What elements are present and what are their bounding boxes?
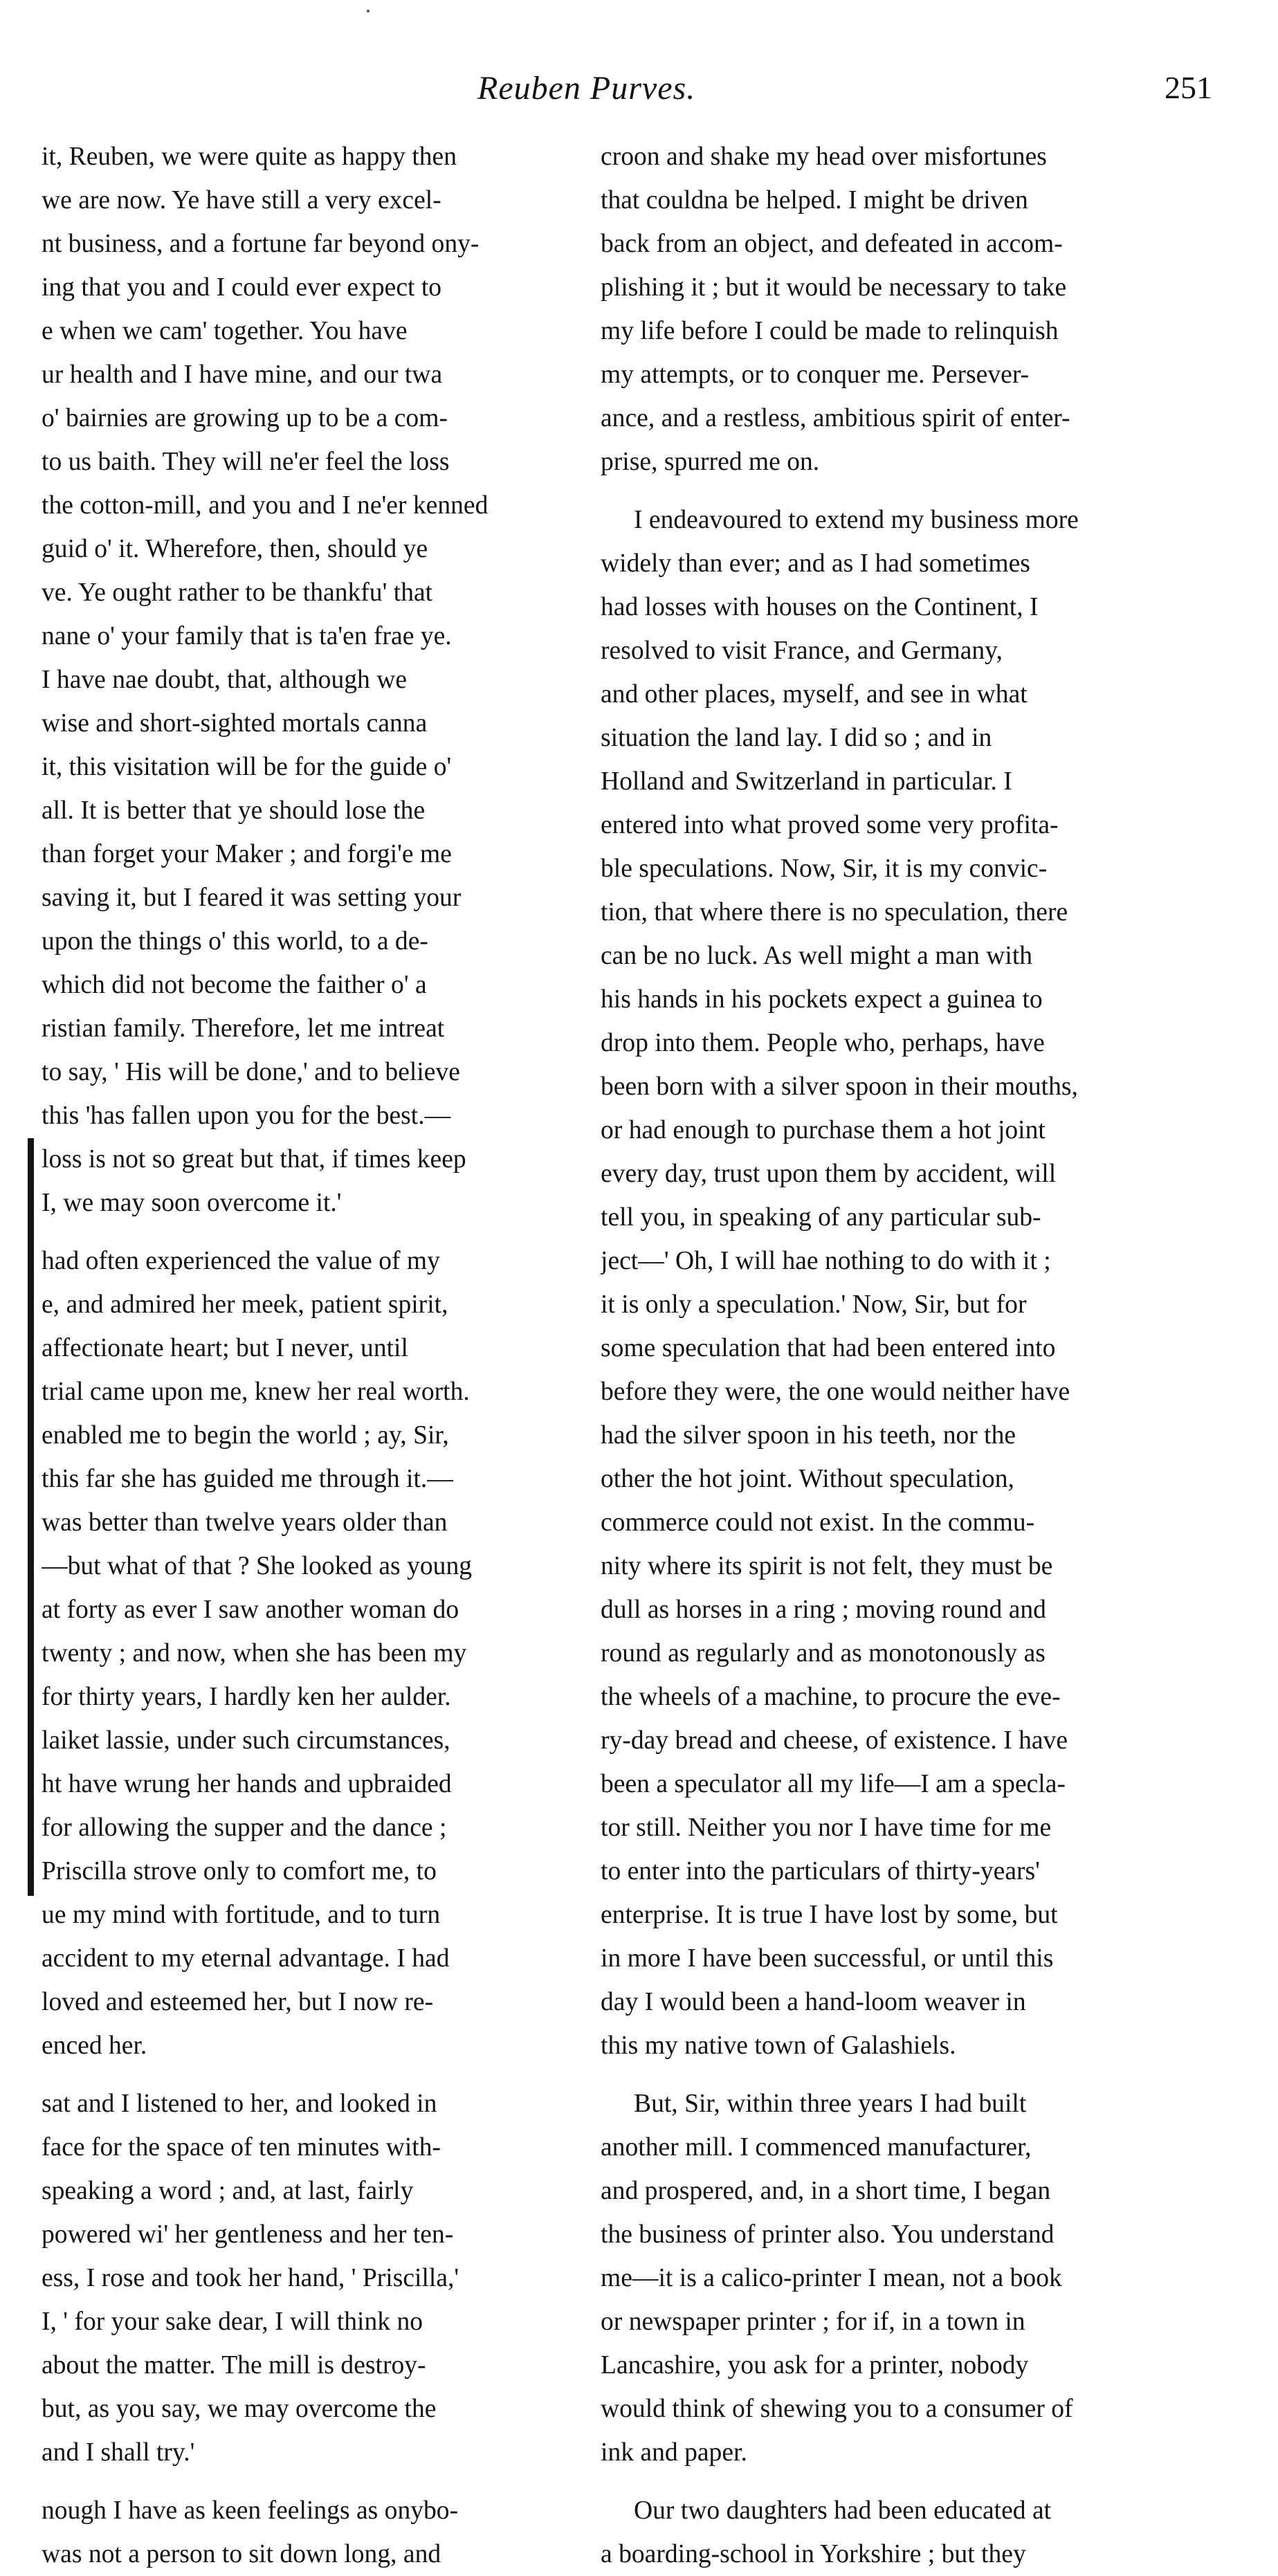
text-line: the cotton-mill, and you and I ne'er kenned bbox=[42, 491, 489, 520]
text-line: nane o' your family that is ta'en frae ye. bbox=[42, 622, 452, 650]
text-line: I, ' for your sake dear, I will think no bbox=[42, 2308, 423, 2336]
text-line: Lancashire, you ask for a printer, nobody bbox=[601, 2351, 1029, 2379]
text-line: this 'has fallen upon you for the best.— bbox=[42, 1102, 451, 1130]
text-line: trial came upon me, knew her real worth. bbox=[42, 1378, 470, 1406]
text-line: powered wi' her gentleness and her ten- bbox=[42, 2220, 454, 2249]
text-line: plishing it ; but it would be necessary to take bbox=[601, 273, 1067, 302]
text-line: enced her. bbox=[42, 2031, 147, 2060]
paragraph bbox=[601, 498, 1203, 2067]
right-column bbox=[601, 135, 1203, 2576]
text-line: it, this visitation will be for the guide o' bbox=[42, 753, 452, 781]
text-line: I, we may soon overcome it.' bbox=[42, 1189, 342, 1217]
text-line: loved and esteemed her, but I now re- bbox=[42, 1988, 434, 2016]
text-line: ess, I rose and took her hand, ' Priscilla,' bbox=[42, 2264, 459, 2292]
text-line: accident to my eternal advantage. I had bbox=[42, 1944, 450, 1973]
text-line: was not a person to sit down long, and bbox=[42, 2540, 441, 2568]
text-line: and other places, myself, and see in what bbox=[601, 680, 1028, 709]
text-line: back from an object, and defeated in accom- bbox=[601, 230, 1063, 258]
text-line: been a speculator all my life—I am a specla- bbox=[601, 1770, 1066, 1798]
text-line: the business of printer also. You understand bbox=[601, 2220, 1055, 2249]
page-number: 251 bbox=[1165, 70, 1212, 105]
paragraph bbox=[42, 2082, 588, 2474]
text-line: ject—' Oh, I will hae nothing to do with it ; bbox=[601, 1247, 1051, 1275]
text-line: saving it, but I feared it was setting your bbox=[42, 884, 462, 912]
text-line: guid o' it. Wherefore, then, should ye bbox=[42, 535, 428, 563]
text-line: upon the things o' this world, to a de- bbox=[42, 927, 428, 956]
text-line: e, and admired her meek, patient spirit, bbox=[42, 1290, 448, 1319]
text-line: this far she has guided me through it.— bbox=[42, 1465, 453, 1493]
text-line: for allowing the supper and the dance ; bbox=[42, 1814, 447, 1842]
text-line: ue my mind with fortitude, and to turn bbox=[42, 1901, 441, 1929]
text-line: prise, spurred me on. bbox=[601, 448, 820, 476]
text-line: but, as you say, we may overcome the bbox=[42, 2395, 437, 2423]
paragraph bbox=[42, 2489, 588, 2576]
text-line: nity where its spirit is not felt, they must be bbox=[601, 1552, 1053, 1580]
text-line: drop into them. People who, perhaps, have bbox=[601, 1029, 1045, 1057]
text-line: commerce could not exist. In the commu- bbox=[601, 1508, 1035, 1537]
paragraph bbox=[601, 135, 1203, 484]
left-column bbox=[42, 135, 588, 2576]
text-line: to enter into the particulars of thirty-years' bbox=[601, 1857, 1040, 1885]
text-line: Priscilla strove only to comfort me, to bbox=[42, 1857, 437, 1885]
text-line: nt business, and a fortune far beyond ony- bbox=[42, 230, 480, 258]
page-header bbox=[0, 69, 1278, 118]
text-line: can be no luck. As well might a man with bbox=[601, 942, 1033, 970]
text-line: twenty ; and now, when she has been my bbox=[42, 1639, 467, 1668]
text-line: Our two daughters had been educated at bbox=[634, 2496, 1052, 2525]
text-line: ink and paper. bbox=[601, 2438, 747, 2467]
text-line: had losses with houses on the Continent, I bbox=[601, 593, 1039, 621]
text-line: the wheels of a machine, to procure the eve- bbox=[601, 1683, 1061, 1711]
text-line: tion, that where there is no speculation, there bbox=[601, 898, 1068, 926]
text-line: ristian family. Therefore, let me intreat bbox=[42, 1014, 445, 1043]
text-line: had the silver spoon in his teeth, nor the bbox=[601, 1421, 1016, 1450]
text-line: ry-day bread and cheese, of existence. I have bbox=[601, 1726, 1068, 1755]
margin-bar bbox=[28, 1138, 34, 1896]
text-line: ve. Ye ought rather to be thankfu' that bbox=[42, 578, 433, 607]
text-line: day I would been a hand-loom weaver in bbox=[601, 1988, 1026, 2016]
text-line: in more I have been successful, or until this bbox=[601, 1944, 1054, 1973]
text-line: ing that you and I could ever expect to bbox=[42, 273, 442, 302]
text-line: ur health and I have mine, and our twa bbox=[42, 360, 443, 389]
text-line: me—it is a calico-printer I mean, not a book bbox=[601, 2264, 1062, 2292]
text-line: enterprise. It is true I have lost by some, but bbox=[601, 1901, 1058, 1929]
text-line: nough I have as keen feelings as onybo- bbox=[42, 2496, 459, 2525]
text-line: enabled me to begin the world ; ay, Sir, bbox=[42, 1421, 449, 1450]
text-line: about the matter. The mill is destroy- bbox=[42, 2351, 426, 2379]
text-line: ht have wrung her hands and upbraided bbox=[42, 1770, 452, 1798]
text-line: it, Reuben, we were quite as happy then bbox=[42, 143, 457, 171]
text-line: ble speculations. Now, Sir, it is my convic- bbox=[601, 855, 1048, 883]
text-line: to say, ' His will be done,' and to believe bbox=[42, 1058, 460, 1086]
text-line: would think of shewing you to a consumer of bbox=[601, 2395, 1073, 2423]
text-line: tor still. Neither you nor I have time for me bbox=[601, 1814, 1052, 1842]
text-line: to us baith. They will ne'er feel the loss bbox=[42, 448, 450, 476]
text-line: and prospered, and, in a short time, I began bbox=[601, 2177, 1051, 2205]
text-line: I endeavoured to extend my business more bbox=[634, 506, 1079, 534]
text-line: situation the land lay. I did so ; and in bbox=[601, 724, 992, 752]
text-line: than forget your Maker ; and forgi'e me bbox=[42, 840, 452, 868]
text-line: ance, and a restless, ambitious spirit of enter- bbox=[601, 404, 1070, 432]
text-line: before they were, the one would neither have bbox=[601, 1378, 1070, 1406]
text-line: my attempts, or to conquer me. Persever- bbox=[601, 360, 1030, 389]
text-line: a boarding-school in Yorkshire ; but they bbox=[601, 2540, 1026, 2568]
text-line: at forty as ever I saw another woman do bbox=[42, 1596, 459, 1624]
text-line: face for the space of ten minutes with- bbox=[42, 2133, 441, 2162]
text-line: affectionate heart; but I never, until bbox=[42, 1334, 408, 1362]
text-line: sat and I listened to her, and looked in bbox=[42, 2090, 437, 2118]
text-line: all. It is better that ye should lose the bbox=[42, 796, 426, 825]
text-line: which did not become the faither o' a bbox=[42, 971, 427, 999]
text-line: speaking a word ; and, at last, fairly bbox=[42, 2177, 414, 2205]
text-line: —but what of that ? She looked as young bbox=[42, 1552, 473, 1580]
text-line: or had enough to purchase them a hot joint bbox=[601, 1116, 1046, 1144]
text-line: for thirty years, I hardly ken her aulder. bbox=[42, 1683, 451, 1711]
text-line: widely than ever; and as I had sometimes bbox=[601, 549, 1030, 578]
text-line: his hands in his pockets expect a guinea to bbox=[601, 985, 1043, 1014]
text-line: was better than twelve years older than bbox=[42, 1508, 448, 1537]
paragraph bbox=[42, 1239, 588, 2067]
paragraph bbox=[601, 2082, 1203, 2474]
text-line: Holland and Switzerland in particular. I bbox=[601, 767, 1012, 796]
text-line: croon and shake my head over misfortunes bbox=[601, 143, 1047, 171]
text-line: been born with a silver spoon in their mouths, bbox=[601, 1072, 1078, 1101]
text-line: resolved to visit France, and Germany, bbox=[601, 637, 1003, 665]
text-line: that couldna be helped. I might be driven bbox=[601, 186, 1028, 214]
paragraph bbox=[42, 135, 588, 1225]
text-line: But, Sir, within three years I had built bbox=[634, 2090, 1027, 2118]
text-line: dull as horses in a ring ; moving round and bbox=[601, 1596, 1046, 1624]
text-line: round as regularly and as monotonously as bbox=[601, 1639, 1046, 1668]
paragraph bbox=[601, 2489, 1203, 2576]
text-line: or newspaper printer ; for if, in a town in bbox=[601, 2308, 1025, 2336]
running-title: Reuben Purves. bbox=[477, 70, 696, 107]
text-line: wise and short-sighted mortals canna bbox=[42, 709, 428, 738]
text-line: loss is not so great but that, if times keep bbox=[42, 1145, 466, 1173]
text-line: this my native town of Galashiels. bbox=[601, 2031, 956, 2060]
ink-speck bbox=[367, 10, 369, 12]
text-line: my life before I could be made to relinquish bbox=[601, 317, 1059, 345]
text-line: it is only a speculation.' Now, Sir, but for bbox=[601, 1290, 1027, 1319]
text-line: another mill. I commenced manufacturer, bbox=[601, 2133, 1032, 2162]
text-line: we are now. Ye have still a very excel- bbox=[42, 186, 441, 214]
text-line: some speculation that had been entered into bbox=[601, 1334, 1056, 1362]
text-line: had often experienced the value of my bbox=[42, 1247, 440, 1275]
text-line: entered into what proved some very profita- bbox=[601, 811, 1059, 839]
text-line: e when we cam' together. You have bbox=[42, 317, 408, 345]
text-line: o' bairnies are growing up to be a com- bbox=[42, 404, 448, 432]
text-line: every day, trust upon them by accident, will bbox=[601, 1160, 1057, 1188]
text-line: I have nae doubt, that, although we bbox=[42, 666, 408, 694]
text-line: other the hot joint. Without speculation, bbox=[601, 1465, 1014, 1493]
text-line: and I shall try.' bbox=[42, 2438, 195, 2467]
text-line: laiket lassie, under such circumstances, bbox=[42, 1726, 450, 1755]
text-line: tell you, in speaking of any particular sub- bbox=[601, 1203, 1041, 1232]
